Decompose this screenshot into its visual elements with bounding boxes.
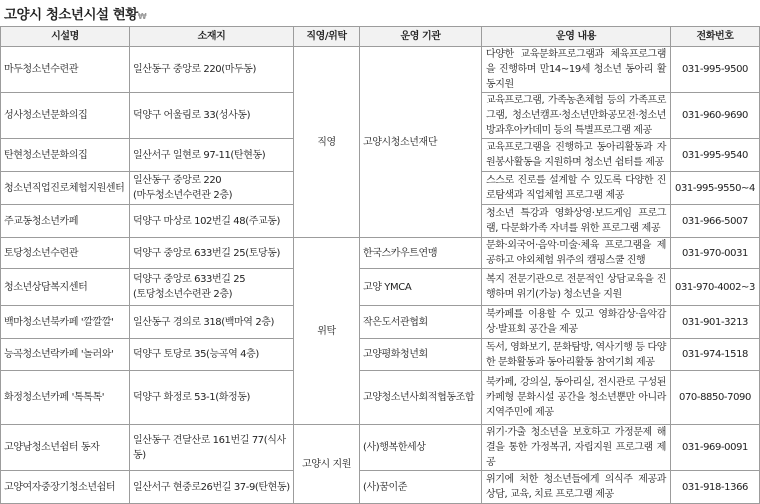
operation-type: 직영 (294, 47, 360, 238)
col-header-type: 직영/위탁 (294, 27, 360, 47)
facility-address: 일산동구 중앙로 220(마두동) (130, 47, 294, 93)
facility-table (0, 26, 760, 504)
phone-number: 031-995-9550~4 (671, 172, 760, 205)
operation-content: 복지 전문기관으로 전문적인 상담교육을 진행하며 위기(가능) 청소년을 지원 (482, 269, 671, 306)
facility-address: 덕양구 마상로 102번길 48(주교동) (130, 205, 294, 238)
phone-number: 031-901-3213 (671, 306, 760, 339)
facility-name: 마두청소년수련관 (1, 47, 130, 93)
col-header-org: 운영 기관 (360, 27, 482, 47)
phone-number: 031-918-1366 (671, 471, 760, 504)
operating-org: 한국스카우트연맹 (360, 238, 482, 269)
phone-number: 031-970-4002~3 (671, 269, 760, 306)
facility-name: 화정청소년카페 '톡톡톡' (1, 371, 130, 425)
col-header-name: 시설명 (1, 27, 130, 47)
facility-name: 능곡청소년락카페 '놀러와' (1, 339, 130, 371)
table-row (1, 47, 760, 93)
facility-address: 일산동구 경의로 318(백마역 2층) (130, 306, 294, 339)
operation-content: 스스로 진로를 설계할 수 있도록 다양한 진로탐색과 직업체험 프로그램 제공 (482, 172, 671, 205)
operation-content: 청소년 특강과 영화상영·보드게임 프로그램, 다문화가족 자녀를 위한 프로그램 제공 (482, 205, 671, 238)
facility-address: 일산서구 일현로 97-11(탄현동) (130, 139, 294, 172)
operation-content: 다양한 교육문화프로그램과 체육프로그램을 진행하며 만14~19세 청소년 동아리 활동지원 (482, 47, 671, 93)
facility-name: 토당청소년수련관 (1, 238, 130, 269)
operation-content: 독서, 영화보기, 문화탐방, 역사기행 등 다양한 문화활동과 동아리활동 참여기회 제공 (482, 339, 671, 371)
facility-name: 탄현청소년문화의집 (1, 139, 130, 172)
facility-address: 일산동구 중앙로 220 (마두청소년수련관 2층) (130, 172, 294, 205)
facility-address: 덕양구 화정로 53-1(화정동) (130, 371, 294, 425)
facility-address: 덕양구 중앙로 633번길 25(토당동) (130, 238, 294, 269)
operation-content: 위기·가출 청소년을 보호하고 가정문제 해결을 통한 가정복귀, 자립지원 프로그램 제공 (482, 425, 671, 471)
facility-name: 청소년직업진로체험지원센터 (1, 172, 130, 205)
phone-number: 031-960-9690 (671, 93, 760, 139)
phone-number: 070-8850-7090 (671, 371, 760, 425)
table-row (1, 371, 760, 425)
phone-number: 031-966-5007 (671, 205, 760, 238)
col-header-content: 운영 내용 (482, 27, 671, 47)
facility-name: 성사청소년문화의집 (1, 93, 130, 139)
col-header-phone: 전화번호 (671, 27, 760, 47)
facility-name: 고양남청소년쉼터 동자 (1, 425, 130, 471)
operation-content: 북카페를 이용할 수 있고 영화감상·음악감상·발표회 공간을 제공 (482, 306, 671, 339)
table-row (1, 425, 760, 471)
col-header-address: 소재지 (130, 27, 294, 47)
operating-org: (사)행복한세상 (360, 425, 482, 471)
table-row (1, 339, 760, 371)
header-row (1, 27, 760, 47)
facility-address: 일산동구 견달산로 161번길 77(식사동) (130, 425, 294, 471)
table-row (1, 238, 760, 269)
facility-address: 덕양구 어울림로 33(성사동) (130, 93, 294, 139)
facility-address: 덕양구 토당로 35(능곡역 4층) (130, 339, 294, 371)
table-row (1, 269, 760, 306)
phone-number: 031-974-1518 (671, 339, 760, 371)
operation-content: 북카페, 강의실, 동아리실, 전시관로 구성된 카페형 문화시설 공간을 청소년뿐만 아니라 지역주민에 제공 (482, 371, 671, 425)
operation-content: 교육프로그램을 진행하고 동아리활동과 자원봉사활동을 지원하며 청소년 쉼터를 제공 (482, 139, 671, 172)
operating-org: (사)꿈이준 (360, 471, 482, 504)
operating-org: 고양평화청년회 (360, 339, 482, 371)
operation-type: 위탁 (294, 238, 360, 425)
table-row (1, 306, 760, 339)
facility-name: 고양여자중장기청소년쉼터 (1, 471, 130, 504)
facility-name: 백마청소년북카페 '깔깔깔' (1, 306, 130, 339)
operation-content: 위기에 처한 청소년들에게 의식주 제공과 상담, 교육, 치료 프로그램 제공 (482, 471, 671, 504)
operation-type: 고양시 지원 (294, 425, 360, 504)
operation-content: 교육프로그램, 가족농촌체험 등의 가족프로그램, 청소년캠프·청소년만화공모전·청소년방과후아카데미 등의 특별프로그램 제공 (482, 93, 671, 139)
table-row (1, 471, 760, 504)
facility-name: 주교동청소년카페 (1, 205, 130, 238)
operating-org: 고양 YMCA (360, 269, 482, 306)
phone-number: 031-995-9500 (671, 47, 760, 93)
page-title: 고양시 청소년시설 현황₩ (4, 7, 147, 23)
phone-number: 031-970-0031 (671, 238, 760, 269)
facility-name: 청소년상담복지센터 (1, 269, 130, 306)
facility-address: 덕양구 중앙로 633번길 25 (토당청소년수련관 2층) (130, 269, 294, 306)
operation-content: 문화·외국어·음악·미술·체육 프로그램을 제공하고 야외체험 위주의 캠핑스쿨 진행 (482, 238, 671, 269)
phone-number: 031-969-0091 (671, 425, 760, 471)
phone-number: 031-995-9540 (671, 139, 760, 172)
operating-org: 고양청소년사회적협동조합 (360, 371, 482, 425)
operating-org: 고양시청소년재단 (360, 47, 482, 238)
operating-org: 작은도서관협회 (360, 306, 482, 339)
facility-address: 일산서구 현중로26번길 37-9(탄현동) (130, 471, 294, 504)
